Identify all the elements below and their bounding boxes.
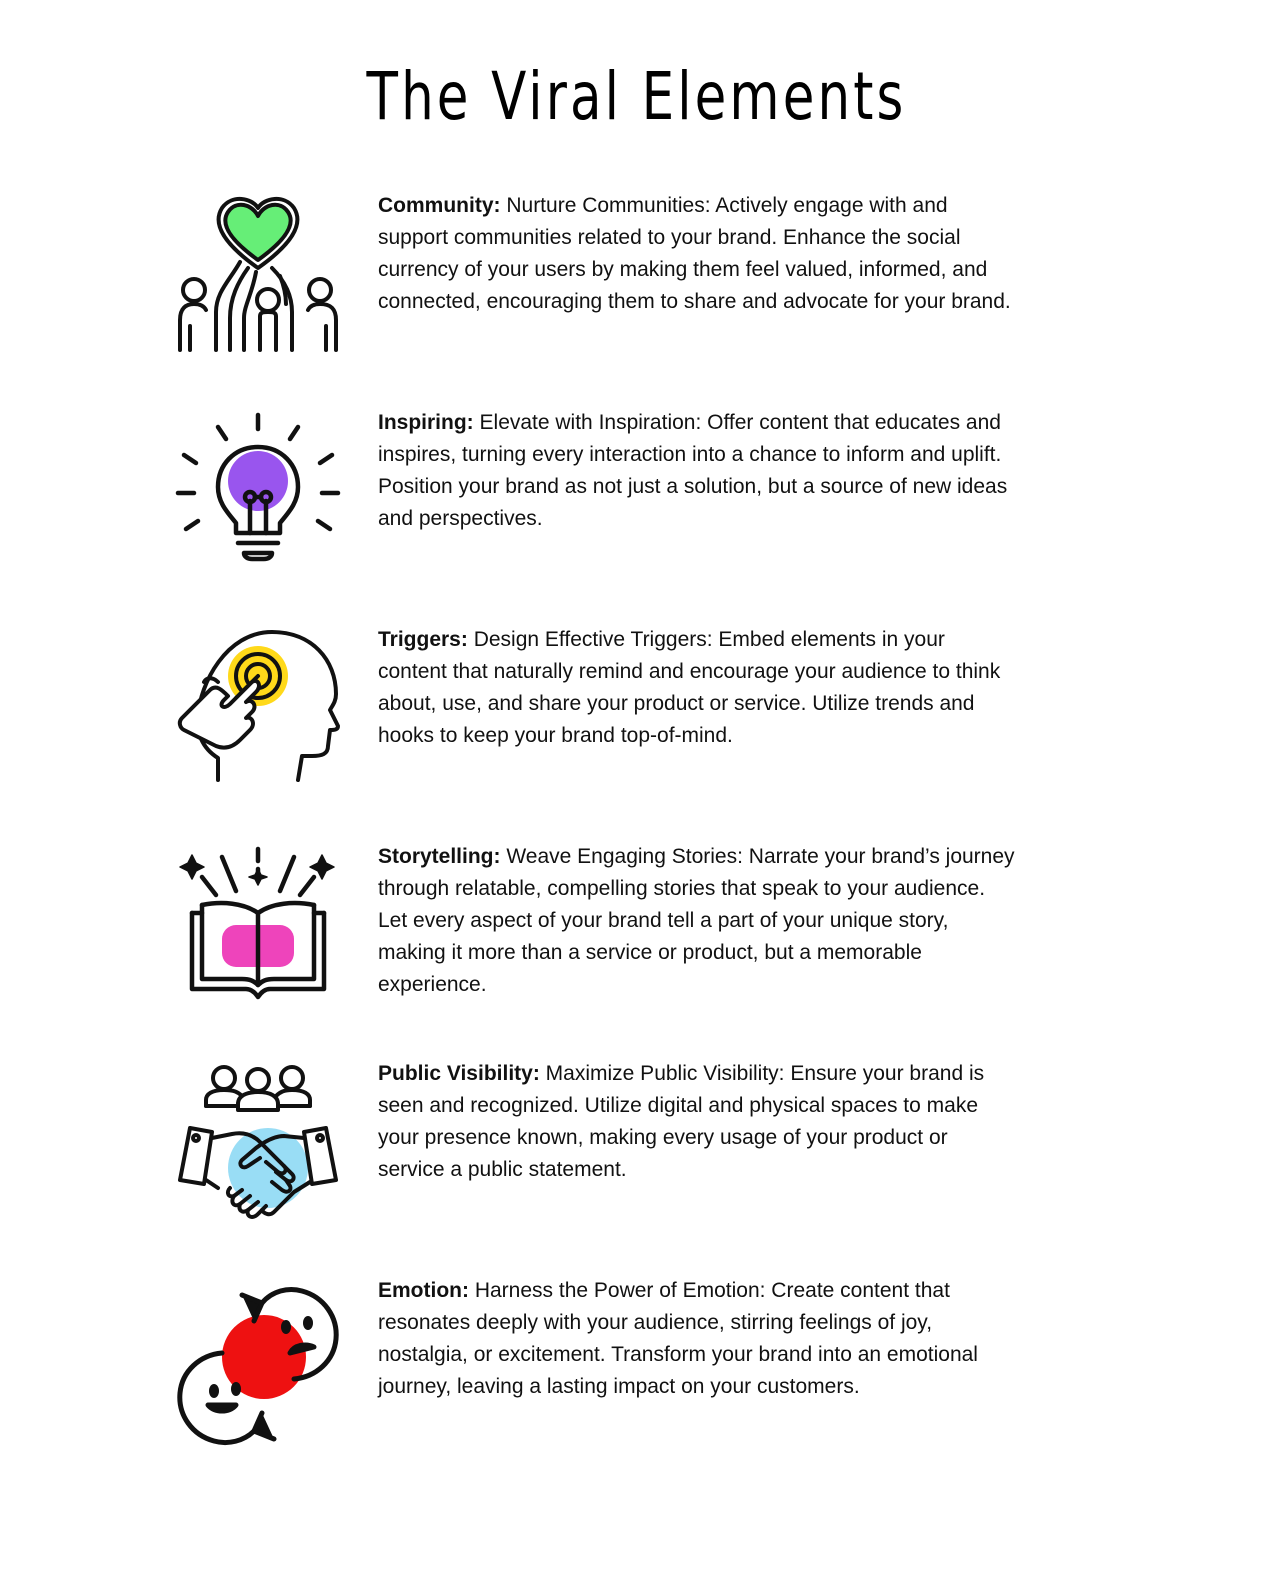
lightbulb-icon [172, 409, 344, 581]
item-heading: Emotion: [378, 1279, 469, 1302]
community-description [378, 190, 1018, 318]
open-book-sparkles-icon [172, 843, 344, 1015]
item-body: Design Effective Triggers: Embed elements in your content that naturally remind and encourage your audience to think about, use, and share your product or service. Utilize trends and hooks to keep your brand top-of-mind. [378, 628, 1001, 747]
head-touch-target-icon [172, 624, 344, 796]
inspiring-description [378, 407, 1018, 535]
item-heading: Triggers: [378, 628, 468, 651]
page-title: The Viral Elements [366, 58, 907, 135]
item-heading: Storytelling: [378, 845, 501, 868]
item-body: Harness the Power of Emotion: Create content that resonates deeply with your audience, stirring feelings of joy, nostalgia, or excitement. Transform your brand into an emotional journey, leaving a lasting impact on your customers. [378, 1279, 978, 1398]
item-body: Nurture Communities: Actively engage with and support communities related to your brand. Enhance the social currency of your users by making them feel valued, informed, and connected, encouraging them to share and advocate for your brand. [378, 194, 1011, 313]
emotion-faces-cycle-icon [172, 1281, 344, 1453]
item-heading: Public Visibility: [378, 1062, 540, 1085]
item-body: Weave Engaging Stories: Narrate your brand’s journey through relatable, compelling stories that speak to your audience. Let every aspect of your brand tell a part of your unique story, making it more than a service or product, but a memorable experience. [378, 845, 1015, 996]
storytelling-description [378, 841, 1018, 1001]
item-body: Maximize Public Visibility: Ensure your brand is seen and recognized. Utilize digital and physical spaces to make your presence known, making every usage of your product or service a public statement. [378, 1062, 985, 1181]
public-visibility-description [378, 1058, 1018, 1186]
triggers-description [378, 624, 1018, 752]
item-body: Elevate with Inspiration: Offer content that educates and inspires, turning every interaction into a chance to inform and uplift. Position your brand as not just a solution, but a source of new ideas and perspectives. [378, 411, 1008, 530]
emotion-description [378, 1275, 1018, 1403]
community-heart-hands-icon [172, 194, 344, 366]
item-heading: Community: [378, 194, 501, 217]
item-heading: Inspiring: [378, 411, 474, 434]
handshake-audience-icon [172, 1062, 344, 1234]
